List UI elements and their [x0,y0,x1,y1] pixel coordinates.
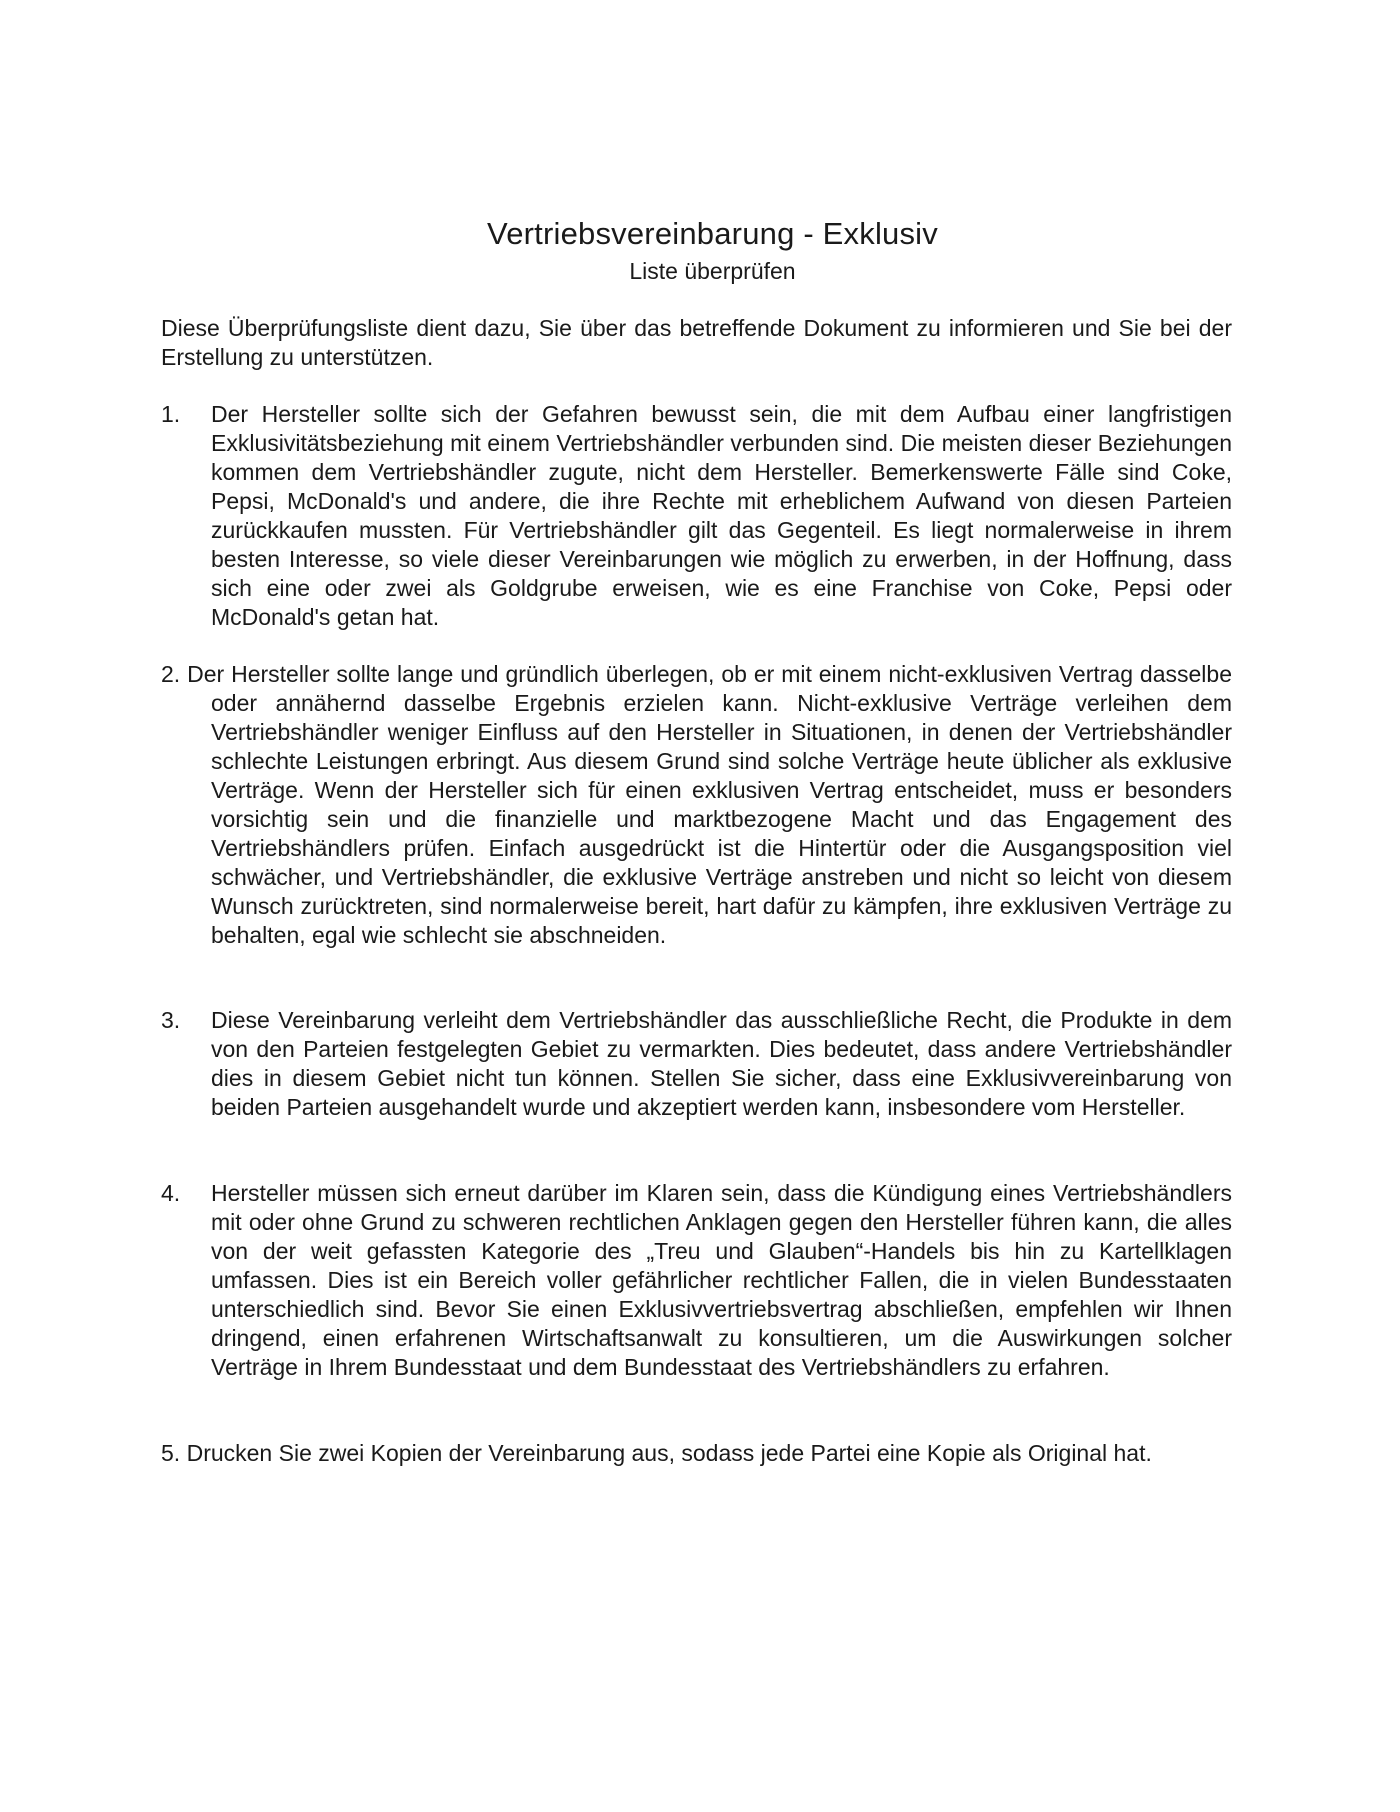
list-item-number: 3. [161,1007,181,1033]
list-item-2 [161,660,1232,950]
list-item-3 [161,1006,1232,1122]
list-item-1 [161,400,1232,632]
list-item-number: 1. [161,401,181,427]
list-item-text: Der Hersteller sollte sich der Gefahren bewusst sein, die mit dem Aufbau einer langfristigen Exklusivitätsbeziehung mit einem Vertriebshändler verbunden sind. Die meisten dieser Beziehungen kommen dem Vertriebshändler zugute, nicht dem Hersteller. Bemerkenswerte Fälle sind Coke, Pepsi, McDonald's und andere, die ihre Rechte mit erheblichem Aufwand von diesen Parteien zurückkaufen mussten. Für Vertriebshändler gilt das Gegenteil. Es liegt normalerweise in ihrem besten Interesse, so viele dieser Vereinbarungen wie möglich zu erwerben, in der Hoffnung, dass sich eine oder zwei als Goldgrube erweisen, wie es eine Franchise von Coke, Pepsi oder McDonald's getan hat. [211,401,1232,630]
list-item-text: Diese Vereinbarung verleiht dem Vertriebshändler das ausschließliche Recht, die Produkte in dem von den Parteien festgelegten Gebiet zu vermarkten. Dies bedeutet, dass andere Vertriebshändler dies in diesem Gebiet nicht tun können. Stellen Sie sicher, dass eine Exklusivvereinbarung von beiden Parteien ausgehandelt wurde und akzeptiert werden kann, insbesondere vom Hersteller. [211,1007,1232,1120]
list-item-number: 4. [161,1180,181,1206]
list-item-number: 5. [161,1440,181,1466]
list-item-text: Der Hersteller sollte lange und gründlich überlegen, ob er mit einem nicht-exklusiven Vertrag dasselbe oder annähernd dasselbe Ergebnis erzielen kann. Nicht-exklusive Verträge verleihen dem Vertriebshändler weniger Einfluss auf den Hersteller in Situationen, in denen der Vertriebshändler schlechte Leistungen erbringt. Aus diesem Grund sind solche Verträge heute üblicher als exklusive Verträge. Wenn der Hersteller sich für einen exklusiven Vertrag entscheidet, muss er besonders vorsichtig sein und die finanzielle und marktbezogene Macht und das Engagement des Vertriebshändlers prüfen. Einfach ausgedrückt ist die Hintertür oder die Ausgangsposition viel schwächer, und Vertriebshändler, die exklusive Verträge anstreben und nicht so leicht von diesem Wunsch zurücktreten, sind normalerweise bereit, hart dafür zu kämpfen, ihre exklusiven Verträge zu behalten, egal wie schlecht sie abschneiden. [187,661,1232,948]
list-item-number: 2. [161,661,181,687]
list-item-4 [161,1179,1232,1382]
list-item-text: Drucken Sie zwei Kopien der Vereinbarung aus, sodass jede Partei eine Kopie als Original hat. [186,1440,1152,1466]
document-subtitle: Liste überprüfen [629,258,796,284]
list-item-text: Hersteller müssen sich erneut darüber im Klaren sein, dass die Kündigung eines Vertriebshändlers mit oder ohne Grund zu schweren rechtlichen Anklagen gegen den Hersteller führen kann, die alles von der weit gefassten Kategorie des „Treu und Glauben“-Handels bis hin zu Kartellklagen umfassen. Dies ist ein Bereich voller gefährlicher rechtlicher Fallen, die in vielen Bundesstaaten unterschiedlich sind. Bevor Sie einen Exklusivvertriebsvertrag abschließen, empfehlen wir Ihnen dringend, einen erfahrenen Wirtschaftsanwalt zu konsultieren, um die Auswirkungen solcher Verträge in Ihrem Bundesstaat und dem Bundesstaat des Vertriebshändlers zu erfahren. [211,1180,1232,1380]
document-title: Vertriebsvereinbarung - Exklusiv [487,216,938,251]
list-item-5 [161,1439,1232,1468]
intro-paragraph: Diese Überprüfungsliste dient dazu, Sie über das betreffende Dokument zu informieren und Sie bei der Erstellung zu unterstützen. [161,315,1232,370]
